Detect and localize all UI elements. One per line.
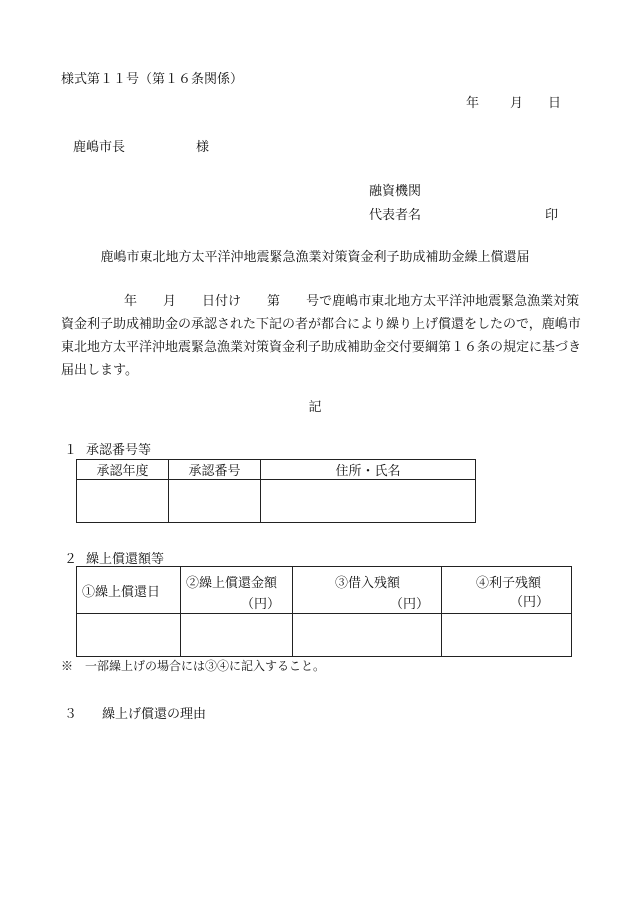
form-number: 様式第１１号（第１６条関係）: [61, 72, 244, 87]
remaining-interest-cell[interactable]: [442, 614, 572, 657]
table-row: [77, 614, 572, 657]
body-paragraph: 年 月 日付け 第 号で鹿嶋市東北地方太平洋沖地震緊急漁業対策資金利子助成補助金の承認された下記の者が都合により繰り上げ償還をしたので，鹿嶋市東北地方太平洋沖地震緊急漁業対策資金利子助成補助金交付要綱第１６条の規定に基づき届出します。: [61, 294, 582, 378]
date-day: 日: [548, 96, 562, 111]
lender-label: 融資機関: [369, 184, 422, 199]
col-remaining-interest: ④利子残額 （円）: [442, 567, 572, 614]
applicant-block: [369, 184, 559, 232]
repayment-amount-cell[interactable]: [181, 614, 293, 657]
col-address-name: 住所・氏名: [261, 460, 476, 480]
approval-table: [76, 459, 476, 523]
repayment-date-cell[interactable]: [77, 614, 181, 657]
representative-label: 代表者名: [369, 208, 422, 223]
date-month: 月: [510, 96, 524, 111]
col-repayment-amount: ②繰上償還金額 （円）: [181, 567, 293, 614]
ki-heading: 記: [308, 400, 322, 415]
address-name-cell[interactable]: [261, 480, 476, 523]
addressee-honorific: 様: [196, 140, 210, 155]
col-repayment-date: ①繰上償還日: [77, 567, 181, 614]
section1-heading: １ 承認番号等: [64, 443, 152, 458]
section3-heading: ３ 繰上げ償還の理由: [64, 707, 207, 722]
table-row: [77, 480, 476, 523]
col-approval-year: 承認年度: [77, 460, 169, 480]
repayment-table: [76, 566, 572, 657]
col-approval-number: 承認番号: [169, 460, 261, 480]
document-title: 鹿嶋市東北地方太平洋沖地震緊急漁業対策資金利子助成補助金繰上償還届: [100, 250, 530, 265]
addressee-name: 鹿嶋市長: [73, 140, 126, 155]
remaining-loan-cell[interactable]: [293, 614, 442, 657]
table-header-row: [77, 567, 572, 614]
col-remaining-loan: ③借入残額 （円）: [293, 567, 442, 614]
seal-mark: 印: [545, 208, 559, 223]
note-text: ※ 一部繰上げの場合には③④に記入すること。: [61, 659, 326, 673]
addressee: [73, 140, 210, 156]
date-year: 年: [466, 96, 480, 111]
table-header-row: [77, 460, 476, 480]
section2-heading: ２ 繰上償還額等: [64, 552, 165, 567]
approval-year-cell[interactable]: [77, 480, 169, 523]
approval-number-cell[interactable]: [169, 480, 261, 523]
